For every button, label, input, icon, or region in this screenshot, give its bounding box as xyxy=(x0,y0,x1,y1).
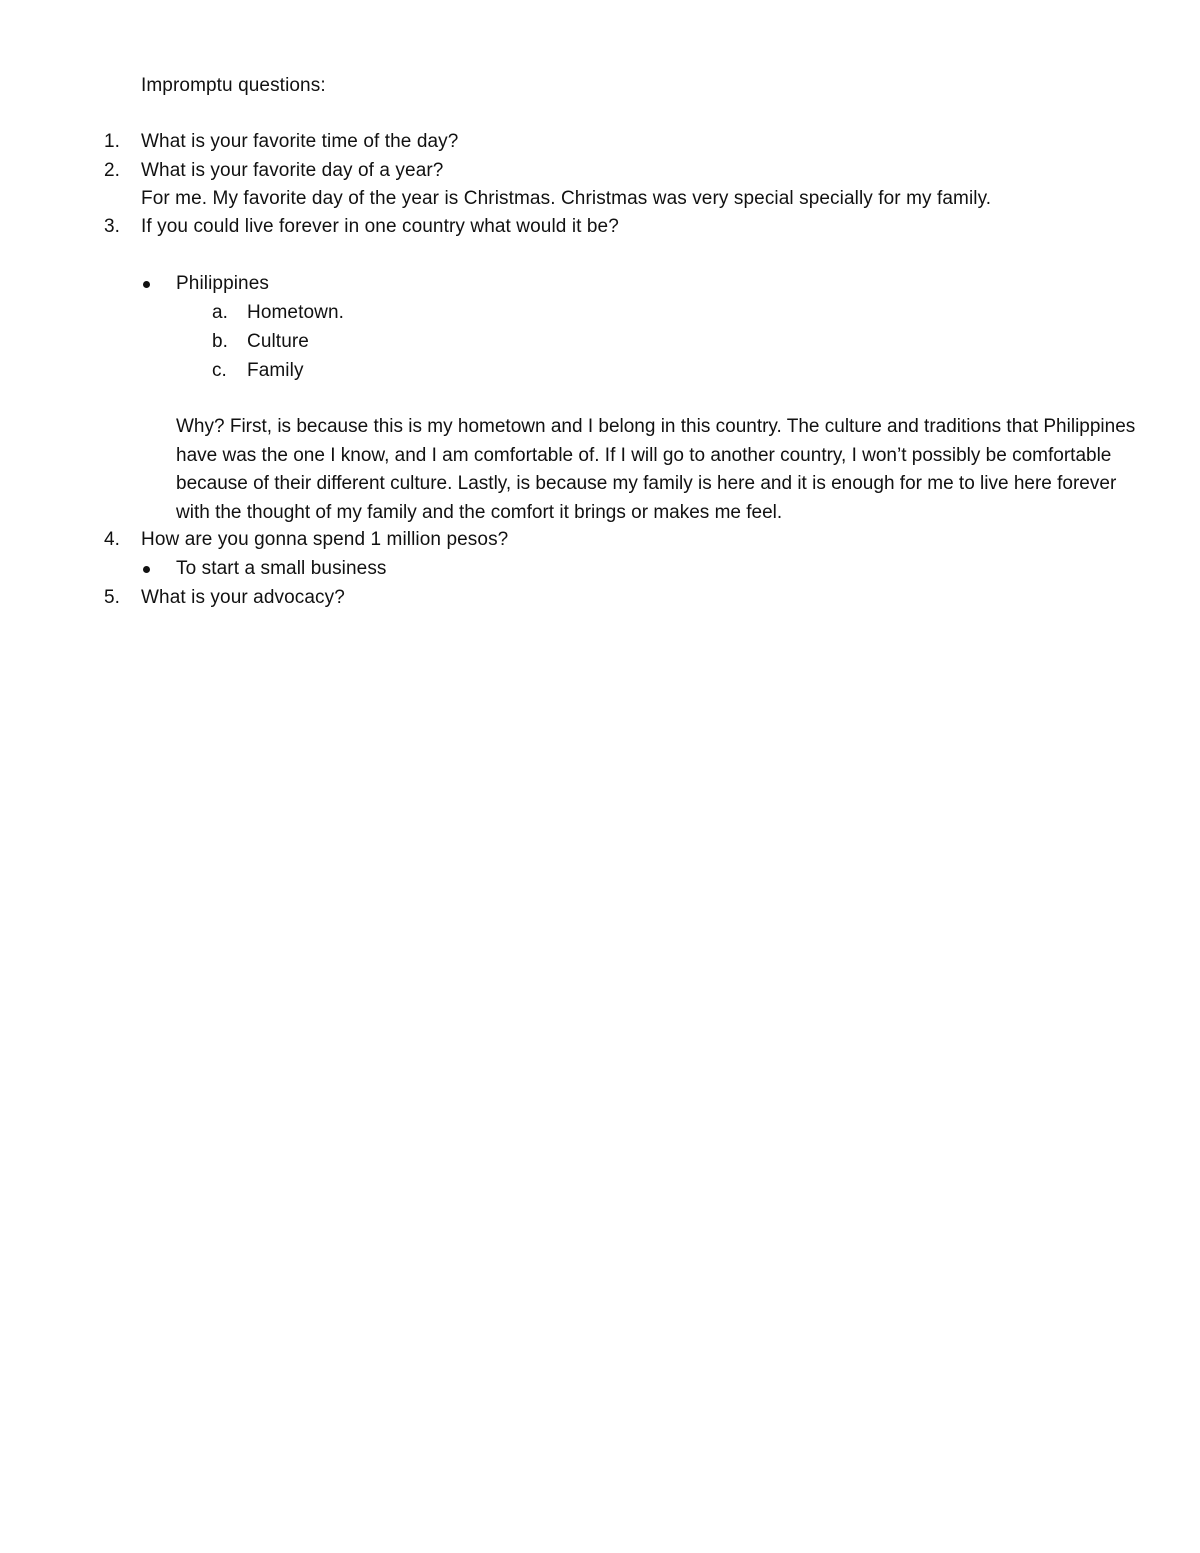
question-number: 2. xyxy=(104,160,120,181)
question-number: 4. xyxy=(104,529,120,550)
question-number: 1. xyxy=(104,131,120,152)
reason-text: Hometown. xyxy=(247,302,344,323)
reason-letter: a. xyxy=(212,302,228,323)
why-paragraph: Why? First, is because this is my hometown and I belong in this country. The culture and traditions that Philippines have was the one I know, and I am comfortable of. If I will go to another country, I won’t possibly be comfortable because of their different culture. Lastly, is because my family is here and it is enough for me to live here forever with the thought of my family and the comfort it brings or makes me feel. xyxy=(176,416,1136,523)
bullet-icon xyxy=(143,566,150,573)
bullet-icon xyxy=(143,281,150,288)
question-text: What is your favorite day of a year? xyxy=(141,160,444,181)
question-text: What is your advocacy? xyxy=(141,587,345,608)
bullet-text: Philippines xyxy=(176,273,269,294)
bullet-text: To start a small business xyxy=(176,558,387,579)
answer-text: For me. My favorite day of the year is Christmas. Christmas was very special specially for my family. xyxy=(141,188,992,209)
reason-text: Family xyxy=(247,360,304,381)
reason-letter: c. xyxy=(212,360,227,381)
reason-letter: b. xyxy=(212,331,228,352)
question-text: What is your favorite time of the day? xyxy=(141,131,459,152)
question-text: How are you gonna spend 1 million pesos? xyxy=(141,529,509,550)
question-number: 3. xyxy=(104,216,120,237)
question-text: If you could live forever in one country what would it be? xyxy=(141,216,619,237)
reason-text: Culture xyxy=(247,331,309,352)
question-number: 5. xyxy=(104,587,120,608)
document-heading: Impromptu questions: xyxy=(141,75,326,96)
